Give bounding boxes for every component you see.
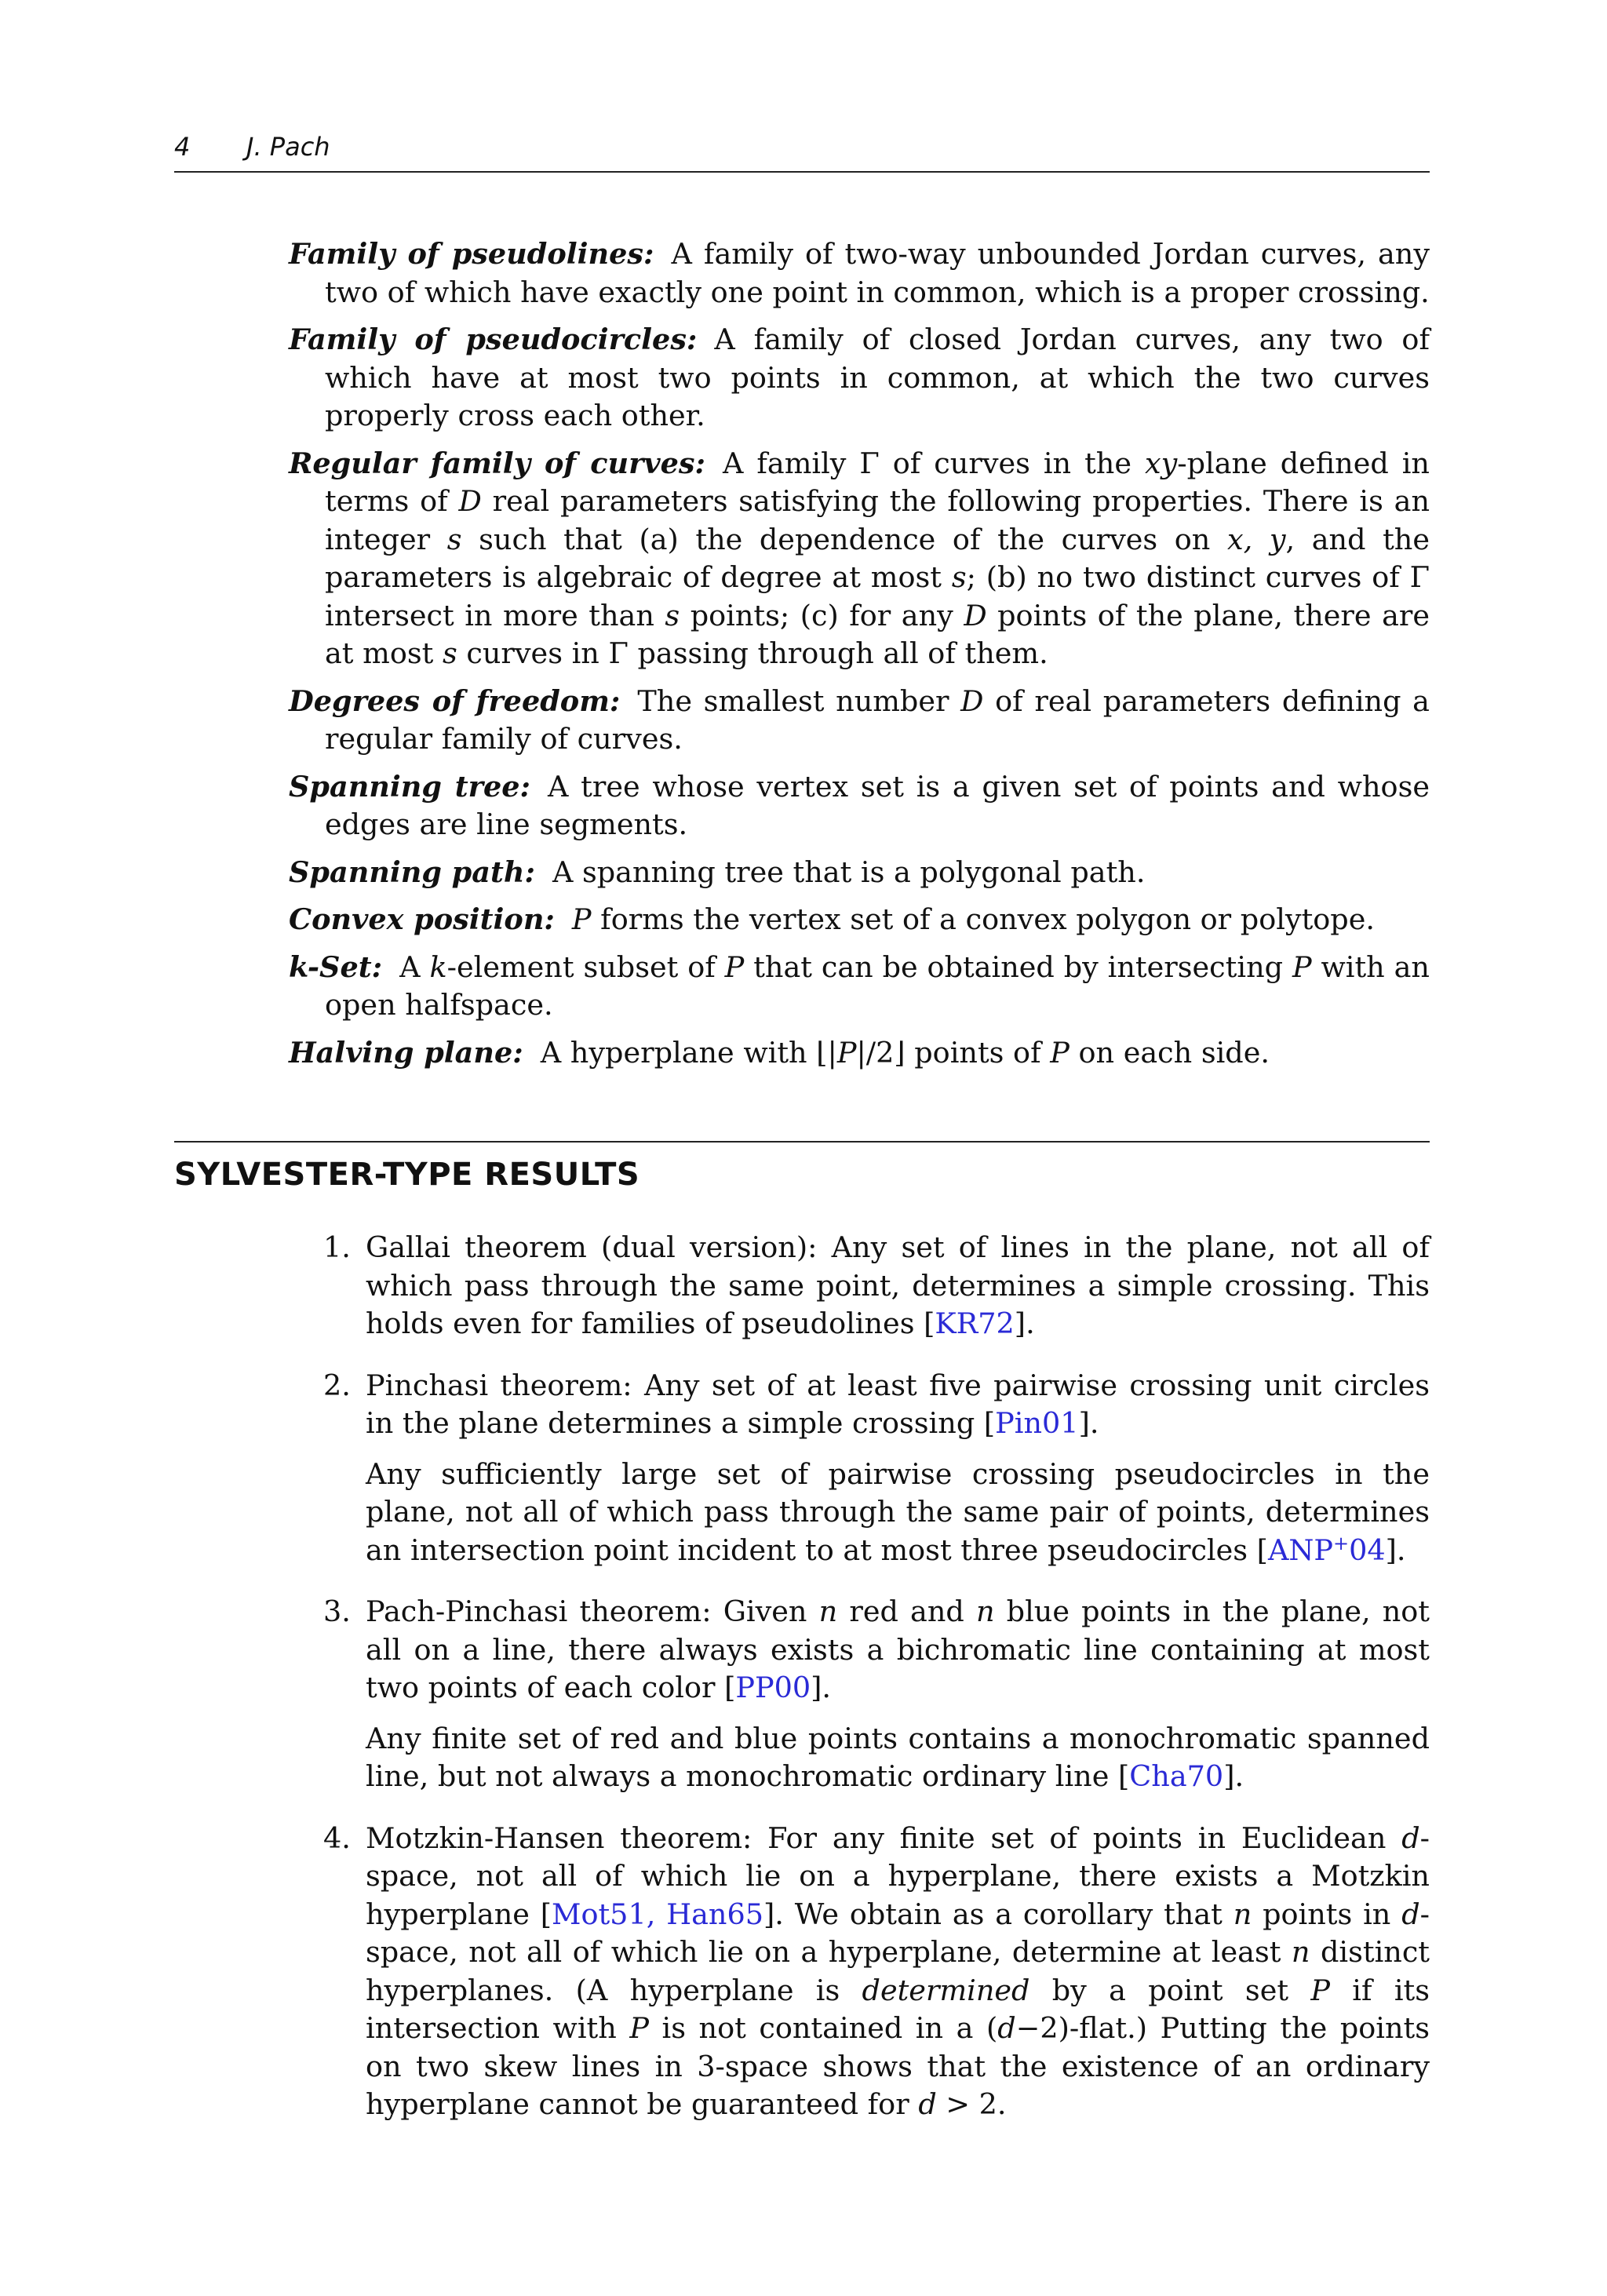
citation-link[interactable]: ANP+04 xyxy=(1267,1532,1386,1567)
definition-item: Degrees of freedom: The smallest number D of real parameters defining a regular family of curves. xyxy=(289,683,1430,756)
result-item xyxy=(323,1367,1430,1570)
citation-link[interactable]: KR72 xyxy=(935,1307,1015,1340)
section-rule xyxy=(174,1141,1430,1143)
result-item xyxy=(323,1820,1430,2124)
definition-term: Halving plane: xyxy=(289,1035,523,1070)
section-title: SYLVESTER-TYPE RESULTS xyxy=(174,1157,640,1193)
definition-item: Family of pseudocircles: A family of closed Jordan curves, any two of which have at most two points in common, at which the two curves properly cross each other. xyxy=(289,323,1430,432)
result-paragraph: Pach-Pinchasi theorem: Given n red and n blue points in the plane, not all on a line, there always exists a bichromatic line containing at most two points of each color [PP00]. xyxy=(366,1594,1430,1704)
definition-term: Degrees of freedom: xyxy=(289,683,621,718)
result-item xyxy=(323,1229,1430,1343)
item-number: 4. xyxy=(323,1820,351,1855)
item-number: 3. xyxy=(323,1594,351,1628)
definition-term: Spanning tree: xyxy=(289,769,530,804)
item-number: 2. xyxy=(323,1368,351,1402)
author-name: J. Pach xyxy=(246,132,330,162)
definition-term: Family of pseudolines: xyxy=(289,237,654,271)
definition-item: Spanning path: A spanning tree that is a polygonal path. xyxy=(289,855,1146,889)
result-paragraph: Pinchasi theorem: Any set of at least five pairwise crossing unit circles in the plane determines a simple crossing [Pin01]. xyxy=(366,1368,1430,1440)
running-header xyxy=(174,132,1430,162)
citation-link[interactable]: PP00 xyxy=(735,1671,811,1704)
definition-item: Convex position: P forms the vertex set of a convex polygon or polytope. xyxy=(289,902,1375,936)
result-paragraph: Motzkin-Hansen theorem: For any finite set of points in Euclidean d-space, not all of which lie on a hyperplane, there exists a Motzkin hyperplane [Mot51, Han65]. We obtain as a corollary that n points in d-space, not all of which lie on a hyperplane, determine at least n distinct hyperplanes. (A hyperplane is determined by a point set P if its intersection with P is not contained in a (d−2)-flat.) Putting the points on two skew lines in 3-space shows that the existence of an ordinary hyperplane cannot be guaranteed for d > 2. xyxy=(366,1820,1430,2121)
definition-term: Family of pseudocircles: xyxy=(289,323,698,356)
definition-item: Halving plane: A hyperplane with ⌊|P|/2⌋ points of P on each side. xyxy=(289,1035,1270,1070)
citation-link[interactable]: Mot51 xyxy=(552,1897,647,1931)
definition-term: Spanning path: xyxy=(289,855,535,889)
page-number: 4 xyxy=(174,132,191,162)
definition-item: Regular family of curves: A family Γ of curves in the xy-plane defined in terms of D real parameters satisfying the following properties. There is an integer s such that (a) the dependence of the curves on x, y, and the parameters is algebraic of degree at most s; (b) no two distinct curves of Γ intersect in more than s points; (c) for any D points of the plane, there are at most s curves in Γ passing through all of them. xyxy=(289,446,1430,670)
definition-item: k-Set: A k-element subset of P that can be obtained by intersecting P with an open halfspace. xyxy=(289,949,1430,1022)
result-item xyxy=(323,1593,1430,1796)
definitions-list xyxy=(289,235,1430,1081)
result-paragraph: Any sufficiently large set of pairwise crossing pseudocircles in the plane, not all of which pass through the same pair of points, determines an intersection point incident to at most three pseudocircles [ANP+04]. xyxy=(366,1456,1430,1567)
result-paragraph: Any finite set of red and blue points contains a monochromatic spanned line, but not always a monochromatic ordinary line [Cha70]. xyxy=(366,1721,1430,1793)
result-paragraph: Gallai theorem (dual version): Any set of lines in the plane, not all of which pass through the same point, determines a simple crossing. This holds even for families of pseudolines [KR72]. xyxy=(366,1230,1430,1340)
definition-term: k-Set: xyxy=(289,949,383,984)
citation-link[interactable]: Han65 xyxy=(666,1897,763,1931)
definition-item: Spanning tree: A tree whose vertex set is a given set of points and whose edges are line segments. xyxy=(289,769,1430,841)
definition-term: Regular family of curves: xyxy=(289,446,705,480)
header-rule xyxy=(174,171,1430,173)
results-list xyxy=(323,1229,1430,2148)
citation-link[interactable]: Pin01 xyxy=(995,1406,1079,1440)
definition-item: Family of pseudolines: A family of two-way unbounded Jordan curves, any two of which have exactly one point in common, which is a proper crossing. xyxy=(289,237,1430,309)
definition-term: Convex position: xyxy=(289,902,555,936)
item-number: 1. xyxy=(323,1230,351,1264)
citation-link[interactable]: Cha70 xyxy=(1129,1759,1224,1793)
